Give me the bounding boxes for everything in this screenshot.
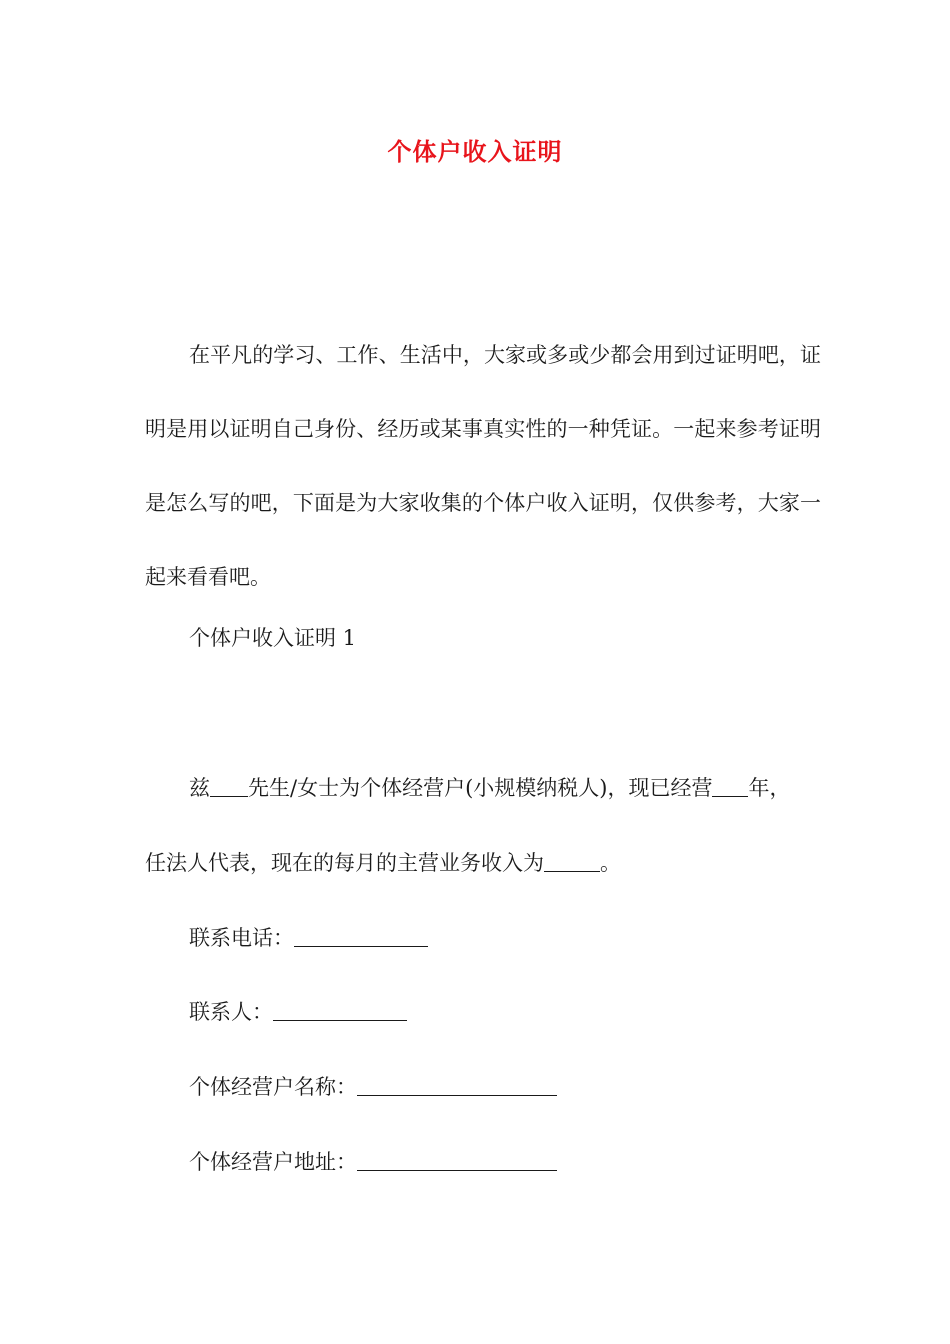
certificate-text: 。 bbox=[600, 851, 621, 875]
business-name-field bbox=[189, 1072, 821, 1102]
certificate-text: 先生/女士为个体经营户(小规模纳税人)，现已经营 bbox=[248, 776, 713, 800]
intro-paragraph: 在平凡的学习、工作、生活中，大家或多或少都会用到过证明吧，证明是用以证明自己身份、经历或某事真实性的一种凭证。一起来参考证明是怎么写的吧，下面是为大家收集的个体户收入证明，仅供参考，大家一起来看看吧。 bbox=[145, 343, 821, 589]
contact-label: 联系人： bbox=[189, 1000, 273, 1024]
business-name-label: 个体经营户名称： bbox=[189, 1075, 357, 1099]
business-name-blank bbox=[357, 1073, 557, 1096]
certificate-text: 年， bbox=[748, 776, 791, 800]
certificate-text: 任法人代表，现在的每月的主营业务收入为 bbox=[145, 851, 544, 875]
business-address-blank bbox=[357, 1148, 557, 1171]
contact-field bbox=[189, 997, 821, 1027]
years-blank bbox=[712, 774, 748, 797]
income-blank bbox=[544, 849, 600, 872]
certificate-line-2 bbox=[145, 848, 821, 878]
document-title: 个体户收入证明 bbox=[387, 137, 563, 166]
business-address-field bbox=[189, 1147, 821, 1177]
contact-blank bbox=[273, 998, 407, 1021]
certificate-line-1 bbox=[189, 773, 821, 803]
phone-field bbox=[189, 923, 821, 953]
business-address-label: 个体经营户地址： bbox=[189, 1150, 357, 1174]
phone-blank bbox=[294, 924, 428, 947]
name-blank bbox=[210, 774, 248, 797]
certificate-text: 兹 bbox=[189, 776, 210, 800]
phone-label: 联系电话： bbox=[189, 926, 294, 950]
section-heading: 个体户收入证明 1 bbox=[189, 626, 357, 650]
